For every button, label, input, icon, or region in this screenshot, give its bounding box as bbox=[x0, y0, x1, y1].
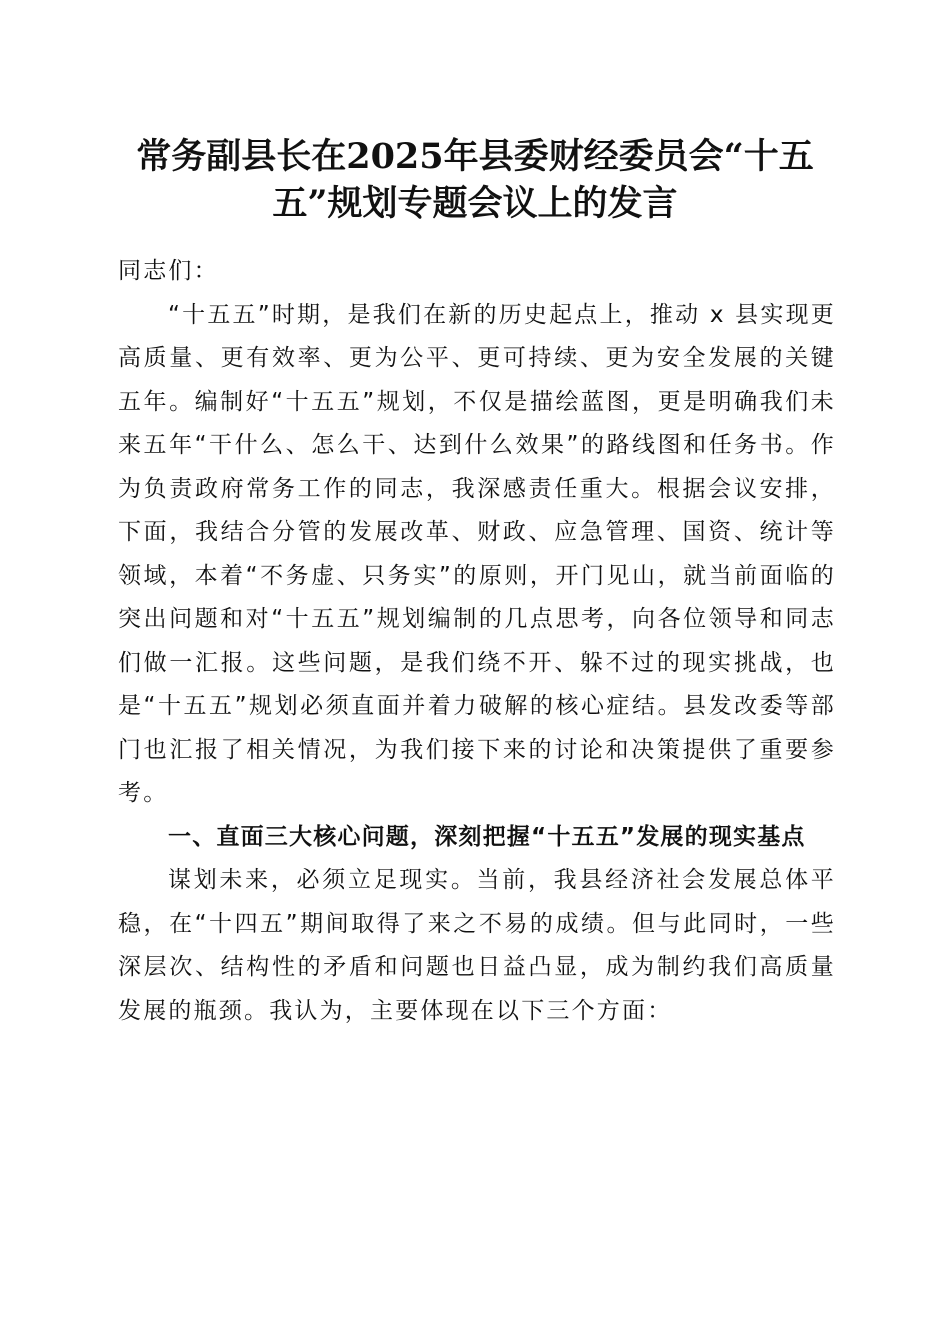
document-title bbox=[110, 133, 840, 227]
salutation: 同志们： bbox=[118, 258, 219, 284]
paragraph-section-1: 谋划未来，必须立足现实。当前，我县经济社会发展总体平稳，在“十四五”期间取得了来之不易的成绩。但与此同时，一些深层次、结构性的矛盾和问题也日益凸显，成为制约我们高质量发展的瓶颈。我认为，主要体现在以下三个方面： bbox=[118, 867, 836, 1024]
document-body bbox=[118, 250, 836, 1033]
title-line-2: 五”规划专题会议上的发言 bbox=[272, 183, 678, 224]
paragraph-intro: “十五五”时期，是我们在新的历史起点上，推动 x 县实现更高质量、更有效率、更为公平、更可持续、更为安全发展的关键五年。编制好“十五五”规划，不仅是描绘蓝图，更是明确我们未来五年“干什么、怎么干、达到什么效果”的路线图和任务书。作为负责政府常务工作的同志，我深感责任重大。根据会议安排，下面，我结合分管的发展改革、财政、应急管理、国资、统计等领域，本着“不务虚、只务实”的原则，开门见山，就当前面临的突出问题和对“十五五”规划编制的几点思考，向各位领导和同志们做一汇报。这些问题，是我们绕不开、躲不过的现实挑战，也是“十五五”规划必须直面并着力破解的核心症结。县发改委等部门也汇报了相关情况，为我们接下来的讨论和决策提供了重要参考。 bbox=[118, 301, 836, 806]
title-line-1: 常务副县长在2025年县委财经委员会“十五 bbox=[136, 136, 814, 177]
section-heading-1: 一、直面三大核心问题，深刻把握“十五五”发展的现实基点 bbox=[168, 823, 806, 850]
